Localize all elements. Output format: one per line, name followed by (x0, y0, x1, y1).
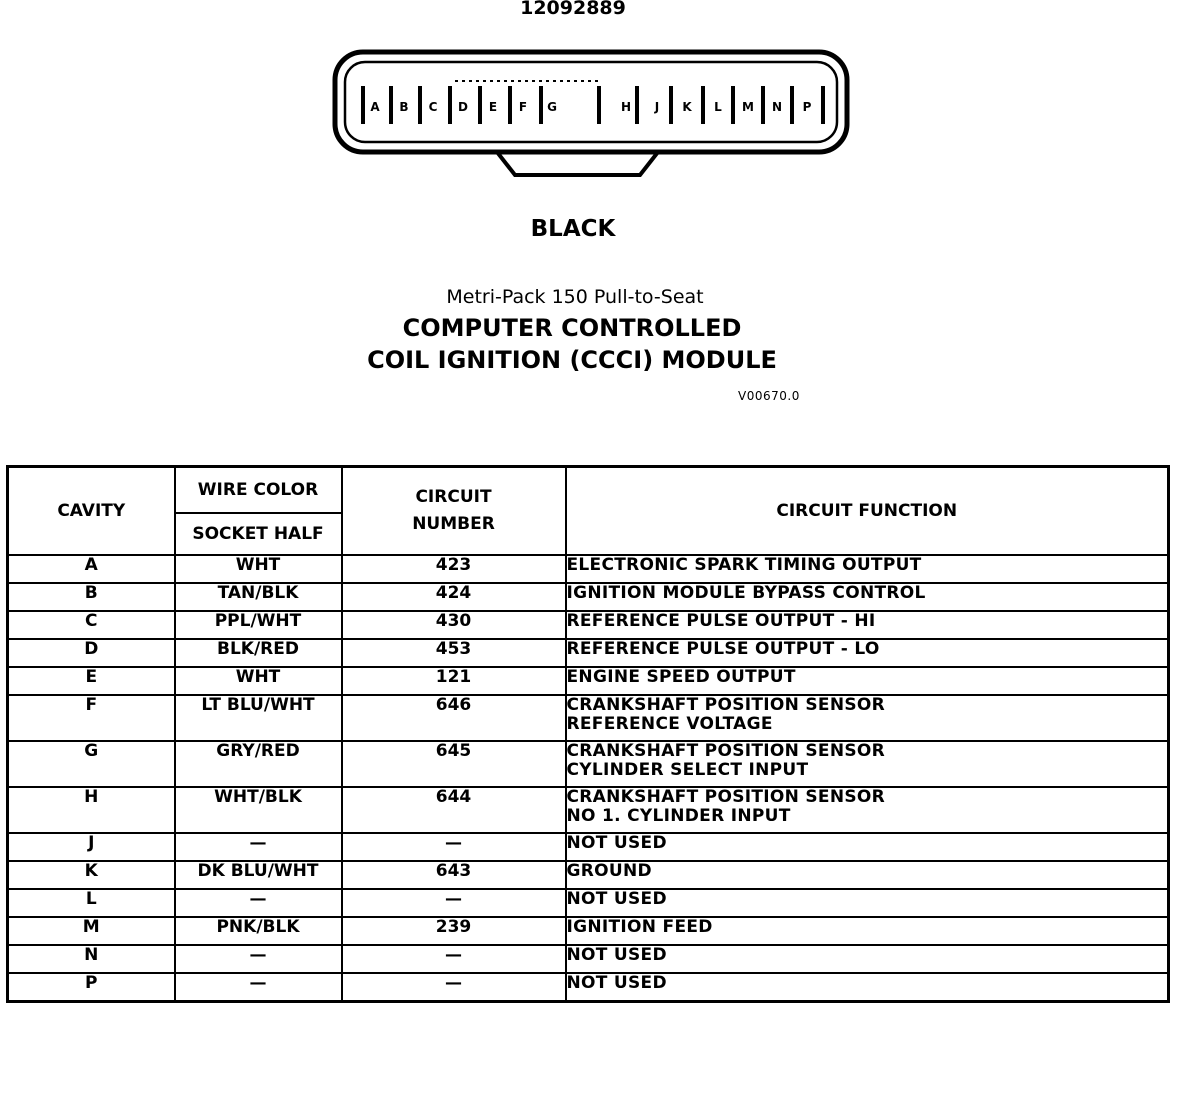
circuit-number-cell: 643 (342, 861, 566, 889)
circuit-function-line: IGNITION FEED (566, 917, 713, 937)
cavity-label: F (518, 100, 528, 114)
alignment-dash (581, 80, 584, 82)
circuit-number-cell: — (342, 945, 566, 973)
circuit-function-line: CRANKSHAFT POSITION SENSOR (566, 787, 886, 807)
circuit-function-cell (566, 861, 1169, 889)
table-row (8, 787, 1169, 833)
table-row (8, 667, 1169, 695)
cavity-label: G (547, 100, 557, 114)
cavity-cell: E (8, 667, 175, 695)
alignment-dash (546, 80, 549, 82)
wire-color-cell: WHT (175, 555, 342, 583)
cavity-separator (761, 86, 765, 124)
cavity-cell: D (8, 639, 175, 667)
cavity-cell: J (8, 833, 175, 861)
cavity-separator (508, 86, 512, 124)
connector-type: Metri-Pack 150 Pull-to-Seat (446, 286, 704, 308)
cavity-cell: L (8, 889, 175, 917)
table-row (8, 555, 1169, 583)
circuit-function-line: REFERENCE PULSE OUTPUT - HI (566, 611, 876, 631)
circuit-number-cell: 424 (342, 583, 566, 611)
alignment-dash (588, 80, 591, 82)
circuit-function-line: IGNITION MODULE BYPASS CONTROL (566, 583, 926, 603)
wire-color-cell: GRY/RED (175, 741, 342, 787)
alignment-dash (462, 80, 465, 82)
alignment-dash (595, 80, 598, 82)
circuit-function-cell (566, 741, 1169, 787)
alignment-dash (574, 80, 577, 82)
component-title-line-1: COMPUTER CONTROLLED (402, 314, 742, 342)
circuit-function-cell (566, 945, 1169, 973)
header-cavity: CAVITY (8, 467, 175, 556)
cavity-separator (389, 86, 393, 124)
header-circuit-line-1: CIRCUIT (415, 487, 492, 507)
circuit-function-cell (566, 695, 1169, 741)
circuit-function-line: CRANKSHAFT POSITION SENSOR (566, 695, 886, 715)
cavity-cell: C (8, 611, 175, 639)
cavity-separator (539, 86, 543, 124)
terminal-alignment-marks (455, 80, 598, 82)
circuit-function-line: NO 1. CYLINDER INPUT (566, 806, 791, 826)
circuit-function-cell (566, 787, 1169, 833)
cavity-cell: B (8, 583, 175, 611)
alignment-dash (532, 80, 535, 82)
cavity-separator (635, 86, 639, 124)
circuit-function-line: REFERENCE PULSE OUTPUT - LO (566, 639, 880, 659)
table-row (8, 917, 1169, 945)
cavity-label: E (488, 100, 498, 114)
cavity-label: B (399, 100, 409, 114)
cavity-separator (361, 86, 365, 124)
cavity-separator (597, 86, 601, 124)
table-row (8, 611, 1169, 639)
component-title-line-2: COIL IGNITION (CCCI) MODULE (367, 346, 777, 374)
circuit-number-cell: — (342, 889, 566, 917)
connector-outer-housing (335, 52, 847, 152)
cavity-cell: K (8, 861, 175, 889)
cavity-row (361, 86, 825, 124)
alignment-dash (511, 80, 514, 82)
connector-face-diagram (0, 0, 1184, 200)
header-socket-half: SOCKET HALF (175, 513, 342, 555)
wire-color-cell: PPL/WHT (175, 611, 342, 639)
cavity-separator (448, 86, 452, 124)
circuit-function-cell (566, 667, 1169, 695)
header-circuit-line-2: NUMBER (412, 514, 495, 534)
wire-color-cell: TAN/BLK (175, 583, 342, 611)
circuit-function-cell (566, 639, 1169, 667)
circuit-function-cell (566, 889, 1169, 917)
alignment-dash (483, 80, 486, 82)
circuit-function-line: CYLINDER SELECT INPUT (566, 760, 809, 780)
circuit-function-line: NOT USED (566, 973, 667, 993)
table-row (8, 639, 1169, 667)
alignment-dash (504, 80, 507, 82)
table-row (8, 945, 1169, 973)
alignment-dash (525, 80, 528, 82)
table-row (8, 741, 1169, 787)
cavity-label: K (682, 100, 692, 114)
circuit-number-cell: — (342, 973, 566, 1002)
cavity-label: D (458, 100, 468, 114)
circuit-function-cell (566, 555, 1169, 583)
wire-color-cell: DK BLU/WHT (175, 861, 342, 889)
circuit-number-cell: 645 (342, 741, 566, 787)
cavity-separator (669, 86, 673, 124)
circuit-function-line: REFERENCE VOLTAGE (566, 714, 773, 734)
wire-color-cell: WHT/BLK (175, 787, 342, 833)
cavity-separator (418, 86, 422, 124)
cavity-label: P (802, 100, 812, 114)
figure-code: V00670.0 (738, 389, 800, 403)
circuit-function-cell (566, 583, 1169, 611)
part-number: 12092889 (520, 0, 626, 19)
cavity-separator (478, 86, 482, 124)
connector-color: BLACK (530, 216, 616, 242)
cavity-cell: A (8, 555, 175, 583)
circuit-number-cell: 453 (342, 639, 566, 667)
circuit-function-line: NOT USED (566, 889, 667, 909)
header-circuit-function: CIRCUIT FUNCTION (566, 467, 1169, 556)
cavity-label: L (714, 100, 722, 114)
cavity-cell: N (8, 945, 175, 973)
circuit-function-line: NOT USED (566, 833, 667, 853)
wire-color-cell: — (175, 945, 342, 973)
circuit-function-line: ELECTRONIC SPARK TIMING OUTPUT (566, 555, 922, 575)
table-row (8, 861, 1169, 889)
circuit-number-cell: 430 (342, 611, 566, 639)
alignment-dash (490, 80, 493, 82)
cavity-cell: G (8, 741, 175, 787)
wire-color-cell: WHT (175, 667, 342, 695)
cavity-separator (790, 86, 794, 124)
circuit-function-line: ENGINE SPEED OUTPUT (566, 667, 796, 687)
cavity-separator (821, 86, 825, 124)
alignment-dash (560, 80, 563, 82)
wire-color-cell: LT BLU/WHT (175, 695, 342, 741)
table-row (8, 583, 1169, 611)
alignment-dash (567, 80, 570, 82)
cavity-label: C (428, 100, 438, 114)
pinout-table (6, 465, 1170, 1003)
cavity-label: M (742, 100, 754, 114)
cavity-cell: F (8, 695, 175, 741)
alignment-dash (476, 80, 479, 82)
circuit-function-line: NOT USED (566, 945, 667, 965)
circuit-number-cell: 644 (342, 787, 566, 833)
alignment-dash (518, 80, 521, 82)
circuit-number-cell: 121 (342, 667, 566, 695)
cavity-label: H (620, 100, 632, 114)
circuit-function-cell (566, 917, 1169, 945)
table-row (8, 889, 1169, 917)
alignment-dash (469, 80, 472, 82)
circuit-number-cell: — (342, 833, 566, 861)
circuit-number-cell: 423 (342, 555, 566, 583)
alignment-dash (455, 80, 458, 82)
cavity-label: A (370, 100, 380, 114)
circuit-function-cell (566, 611, 1169, 639)
table-row (8, 833, 1169, 861)
circuit-function-line: CRANKSHAFT POSITION SENSOR (566, 741, 886, 761)
alignment-dash (553, 80, 556, 82)
wire-color-cell: — (175, 973, 342, 1002)
cavity-cell: P (8, 973, 175, 1002)
header-wire-color: WIRE COLOR (175, 467, 342, 514)
connector-lock-tab (497, 152, 658, 175)
circuit-number-cell: 239 (342, 917, 566, 945)
alignment-dash (497, 80, 500, 82)
wire-color-cell: — (175, 833, 342, 861)
wire-color-cell: PNK/BLK (175, 917, 342, 945)
wire-color-cell: — (175, 889, 342, 917)
alignment-dash (539, 80, 542, 82)
cavity-cell: H (8, 787, 175, 833)
cavity-separator (731, 86, 735, 124)
table-row (8, 973, 1169, 1002)
circuit-function-cell (566, 973, 1169, 1002)
circuit-function-line: GROUND (566, 861, 652, 881)
circuit-number-cell: 646 (342, 695, 566, 741)
circuit-function-cell (566, 833, 1169, 861)
wire-color-cell: BLK/RED (175, 639, 342, 667)
cavity-label: N (771, 100, 783, 114)
cavity-separator (701, 86, 705, 124)
cavity-cell: M (8, 917, 175, 945)
table-row (8, 695, 1169, 741)
header-circuit-number (342, 467, 566, 556)
cavity-label: J (654, 100, 660, 114)
